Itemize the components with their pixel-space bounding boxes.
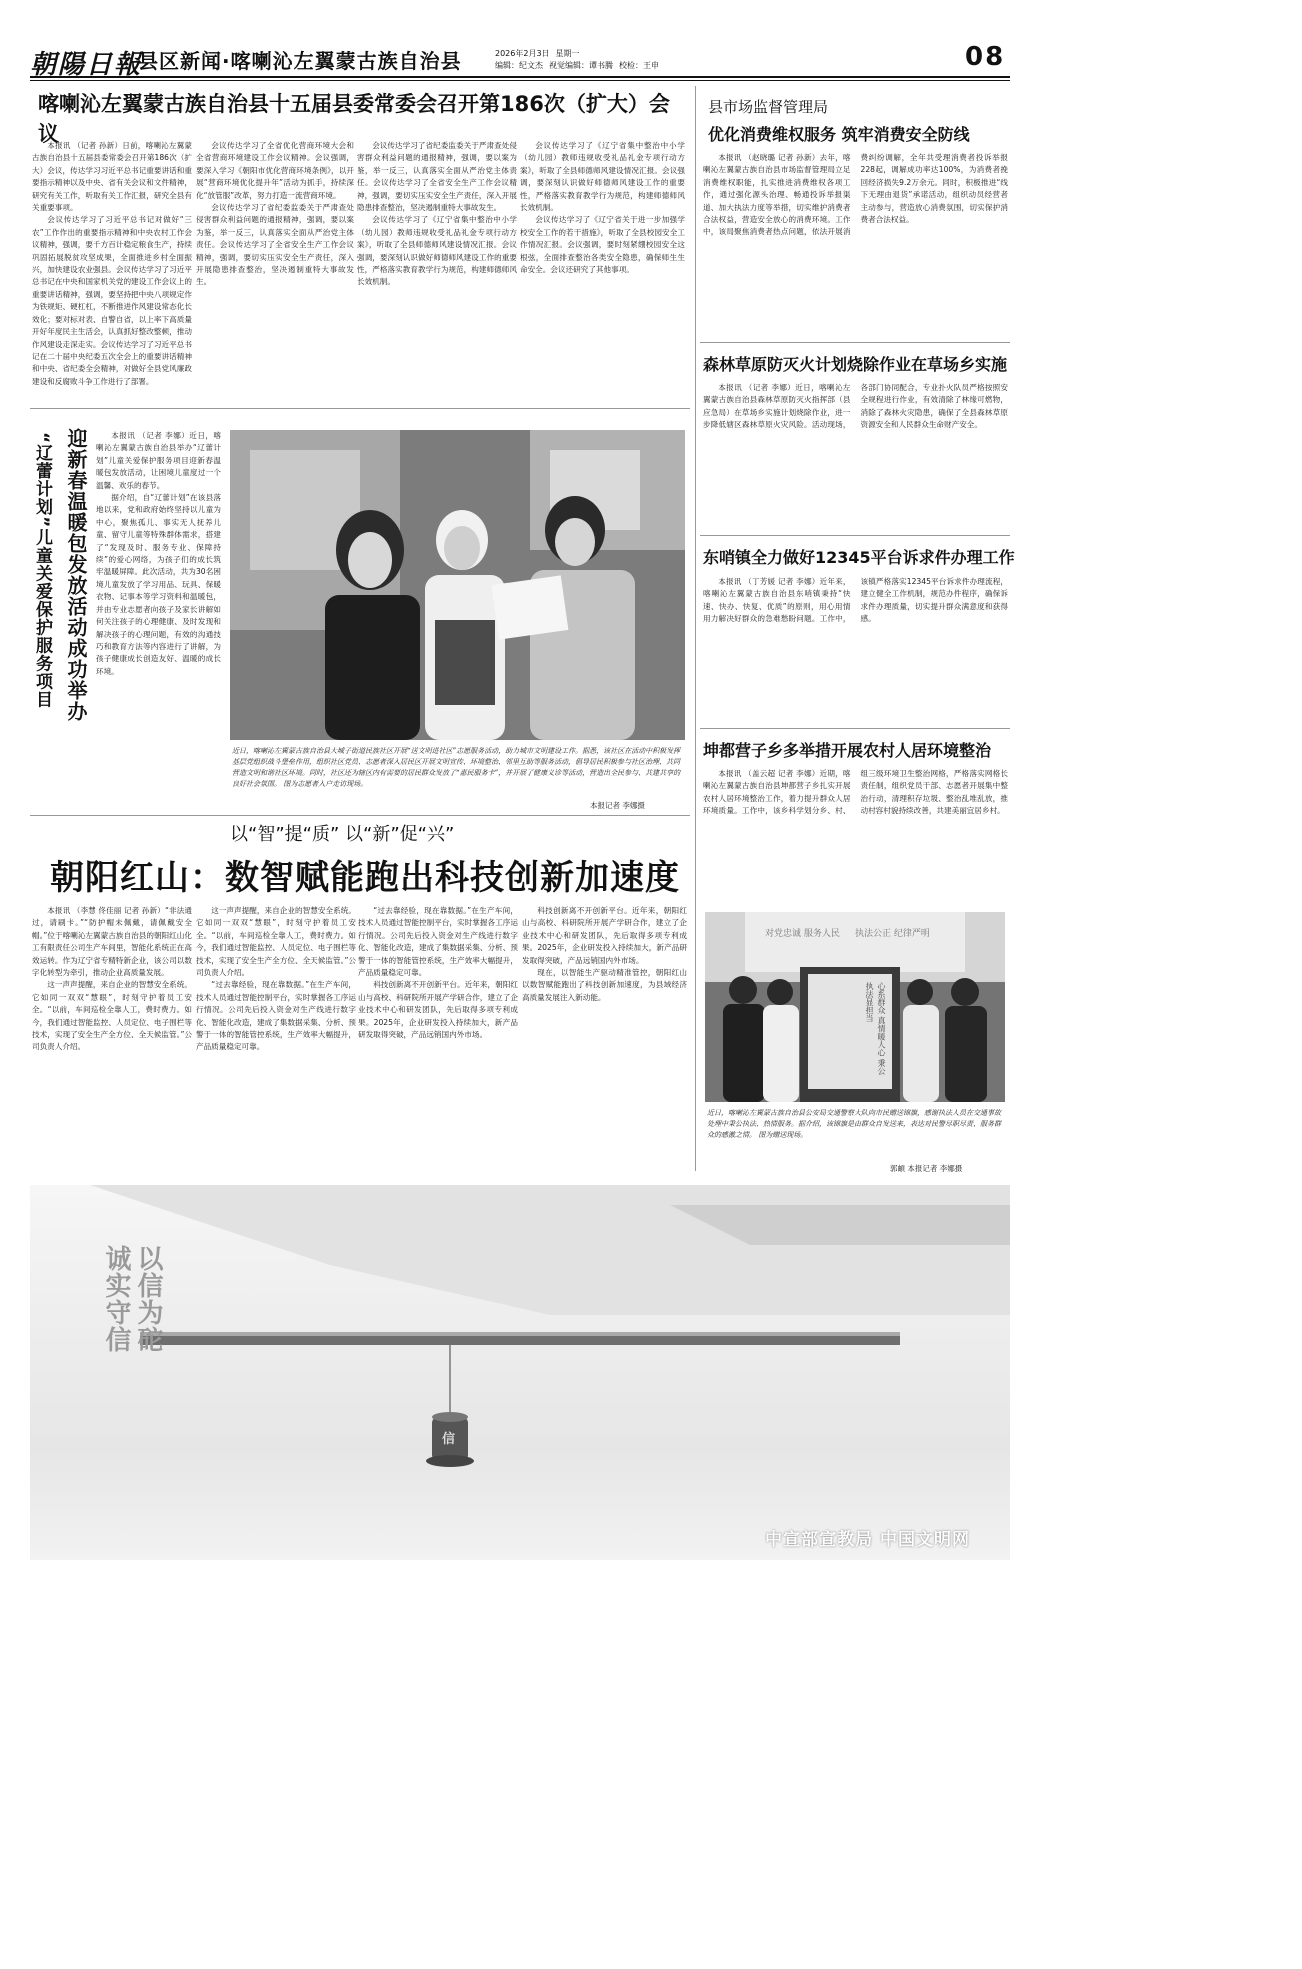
issue-date: 2026年2月3日 (495, 49, 550, 58)
children-subheadline: “辽蕾计划”儿童关爱保护服务项目 (32, 432, 52, 709)
integrity-ad (30, 1185, 1010, 1560)
volunteer-photo-credit: 本报记者 李娜摄 (590, 801, 645, 810)
header-rule (30, 76, 1010, 78)
dongshao-story-paragraph: 本报讯 （丁芳媛 记者 李娜）近年来，喀喇沁左翼蒙古族自治县东哨镇秉持“快速、快办、快复、优质”的原则，用心用情用力解决好群众的急难愁盼问题。工作中，该镇严格落实12345平台诉求件办理流程，建立健全工作机制，规范办件程序，确保诉求件办理质量，切实提升群众满意度和获得感。 (703, 577, 1008, 624)
children-paragraph: 据介绍，自“辽蕾计划”在该县落地以来，党和政府始终坚持以儿童为中心，聚焦孤儿、事实无人抚养儿童、留守儿童等特殊群体需求，搭建了“发现及时、服务专业、保障持续”的爱心网络，为孩子们的成长筑牢温暖屏障。此次活动，共为30名困境儿童发放了学习用品、玩具、保暖衣物、记事本等学习资料和温暖包，并由专业志愿者向孩子及家长讲解如何关注孩子的心理健康、及时发现和解决孩子的心理问题，有效的沟通技巧和教育方法等内容进行了讲解，为孩子健康成长创造友好、温暖的成长环境。 (96, 493, 221, 676)
police-photo-pennant: 心系群众 真情暖人心 秉公执法显担当 (865, 982, 886, 1076)
hongshan-headline: 朝阳红山：数智赋能跑出科技创新加速度 (50, 858, 680, 898)
section-divider (700, 342, 1010, 343)
hongshan-kicker: 以“智”提“质” 以“新”促“兴” (230, 824, 455, 845)
lead-col-2 (196, 140, 354, 402)
integrity-ad-weight-label: 信 (442, 1432, 456, 1447)
children-headline: 迎新春温暖包发放活动成功举办 (64, 428, 88, 722)
market-story-kicker: 县市场监督管理局 (708, 98, 829, 116)
police-photo-banner-right: 执法公正 纪律严明 (855, 929, 930, 939)
dongshao-story-body (703, 576, 1008, 726)
lead-paragraph: 会议传达学习了省纪委监委关于严肃查处侵害群众利益问题的通报精神，强调，要以案为鉴，举一反三，认真落实全面从严治党主体责任。会议传达学习了全省安全生产工作会议精神，强调，要切实压实安全生产责任，深入开展隐患排查整治，坚决遏制重特大事故发生。 (357, 141, 517, 213)
police-photo-caption: 近日，喀喇沁左翼蒙古族自治县公安局交通警察大队向市民赠送锦旗，感谢执法人员在交通事故处理中秉公执法、热情服务。据介绍，该锦旗是由群众自发送来，表达对民警尽职尽责、服务群众的感激之情。 图为赠送现场。 (707, 1109, 1001, 1139)
volunteer-photo (230, 430, 685, 740)
hongshan-col-4 (522, 905, 687, 1177)
lead-paragraph: 会议传达学习了《辽宁省关于进一步加强学校安全工作的若干措施》，听取了全县校园安全工作情况汇报。会议强调，要时刻紧绷校园安全这根弦，全面排查整治各类安全隐患，确保师生生命安全。会议还研究了其他事项。 (520, 215, 685, 275)
hongshan-paragraph: 这一声声提醒，来自企业的智慧安全系统。它如同一双双“慧眼”，时刻守护着员工安全。“以前，车间巡检全靠人工，费时费力。如今，我们通过智能监控、人员定位、电子围栏等技术，实现了安全生产全方位、全天候监管。”公司负责人介绍。 (32, 980, 192, 1052)
section-title: 县区新闻·喀喇沁左翼蒙古族自治县 (138, 49, 462, 73)
issue-weekday: 星期一 (555, 49, 580, 58)
integrity-ad-slogan-1: 诚实守信 (101, 1245, 131, 1353)
kundu-story-paragraph: 本报讯 （盖云超 记者 李娜）近期，喀喇沁左翼蒙古族自治县坤都营子乡扎实开展农村人居环境整治工作，着力提升群众人居环境质量。工作中，该乡科学划分乡、村、组三级环境卫生整治网格，严格落实网格长责任制，组织党员干部、志愿者开展集中整治行动，清理积存垃圾、整治乱堆乱放，推动村容村貌持续改善，共建美丽宜居乡村。 (703, 769, 1008, 816)
kundu-story-headline: 坤都营子乡多举措开展农村人居环境整治 (703, 741, 992, 760)
hongshan-paragraph: “过去靠经验，现在靠数据。”在生产车间，技术人员通过智能控制平台，实时掌握各工序运行情况。公司先后投入资金对生产线进行数字化、智能化改造，建成了集数据采集、分析、预警于一体的智能管控系统，生产效率大幅提升，产品质量稳定可靠。 (196, 980, 356, 1052)
lead-col-4 (520, 140, 685, 402)
hongshan-paragraph: 科技创新离不开创新平台。近年来，朝阳红山与高校、科研院所开展产学研合作，建立了企业技术中心和研发团队，先后取得多项专利成果。2025年，企业研发投入持续加大，新产品研发取得突破，产品远销国内外市场。 (358, 980, 518, 1040)
dongshao-story-headline: 东哨镇全力做好12345平台诉求件办理工作 (703, 548, 1015, 567)
police-photo-credit: 郭頔 本报记者 李娜摄 (890, 1164, 963, 1173)
newspaper-logo: 朝陽日報 (30, 50, 143, 80)
lead-headline: 喀喇沁左翼蒙古族自治县十五届县委常委会召开第186次（扩大）会议 (38, 92, 670, 146)
designer-credit: 视觉编辑：谭书腾 (549, 61, 613, 70)
children-body (96, 430, 221, 800)
market-story-body (703, 152, 1008, 337)
hongshan-paragraph: 现在，以智能生产驱动精准管控，朝阳红山以数智赋能跑出了科技创新加速度，为县域经济高质量发展注入新动能。 (522, 968, 687, 1002)
police-photo-banner-left: 对党忠诚 服务人民 (765, 929, 840, 939)
forest-story-headline: 森林草原防灭火计划烧除作业在草场乡实施 (703, 355, 1008, 374)
masthead (0, 0, 1040, 80)
integrity-ad-scale-illustration (30, 1185, 1010, 1560)
hongshan-col-3 (358, 905, 518, 1177)
hongshan-paragraph: 本报讯 （李慧 佟佳丽 记者 孙新）“非法通过，请刷卡。”“防护帽未佩戴，请佩戴安全帽。”位于喀喇沁左翼蒙古族自治县的朝阳红山化工有限责任公司生产车间里，智能化系统正在高效运转。作为辽宁省专精特新企业，该公司以数字化转型为牵引，推动企业高质量发展。 (32, 906, 192, 978)
lead-paragraph: 会议传达学习了省纪委监委关于严肃查处侵害群众利益问题的通报精神，强调，要以案为鉴，举一反三，认真落实全面从严治党主体责任。会议传达学习了全省安全生产工作会议精神，强调，要切实压实安全生产责任，深入开展隐患排查整治，坚决遏制重特大事故发生。 (196, 203, 354, 287)
lead-paragraph: 会议传达学习了《辽宁省集中整治中小学（幼儿园）教师违规收受礼品礼金专项行动方案》，听取了全县师德师风建设情况汇报。会议强调，要深刻认识做好师德师风建设工作的重要性，严格落实教育教学行为规范，构建师德师风长效机制。 (357, 215, 517, 287)
page-number: 08 (965, 42, 1006, 72)
column-divider (695, 86, 696, 1171)
volunteer-photo-illustration (230, 430, 685, 740)
lead-paragraph: 会议传达学习了《辽宁省集中整治中小学（幼儿园）教师违规收受礼品礼金专项行动方案》，听取了全县师德师风建设情况汇报。会议强调，要深刻认识做好师德师风建设工作的重要性，严格落实教育教学行为规范，构建师德师风长效机制。 (520, 141, 685, 213)
integrity-ad-footer: 中宣部宣教局 中国文明网 (765, 1530, 970, 1550)
section-divider (700, 728, 1010, 729)
lead-paragraph: 会议传达学习了习近平总书记对做好“三农”工作作出的重要指示精神和中央农村工作会议精神，强调，要千方百计稳定粮食生产，持续巩固拓展脱贫攻坚成果，全面推进乡村全面振兴，加快建设农业强县。会议传达学习了习近平总书记在中央和国家机关党的建设工作会议上的重要讲话精神，强调，要坚持把中央八项规定作为铁规矩、硬杠杠，不断推进作风建设常态化长效化；要对标对表、自警自省，以上率下高质量开好年度民主生活会，认真抓好整改整顿，推动作风建设走深走实。会议传达学习了习近平总书记在二十届中央纪委五次全会上的重要讲话精神和中央、省纪委全会精神，对做好全县党风廉政建设和反腐败斗争工作进行了部署。 (32, 215, 192, 386)
hongshan-paragraph: 科技创新离不开创新平台。近年来，朝阳红山与高校、科研院所开展产学研合作，建立了企业技术中心和研发团队，先后取得多项专利成果。2025年，企业研发投入持续加大，新产品研发取得突破，产品远销国内外市场。 (522, 906, 687, 965)
section-divider (30, 408, 690, 409)
integrity-ad-slogan-2: 以信为砣 (133, 1245, 163, 1353)
market-story-paragraph: 本报讯 （赵晓璐 记者 孙新）去年，喀喇沁左翼蒙古族自治县市场监督管理局立足消费维权职能，扎实推进消费维权各项工作，通过强化源头治理、畅通投诉举报渠道、加大执法力度等举措，切实维护消费者合法权益，营造安全放心的消费环境。工作中，该局聚焦消费者热点问题，依法开展消费纠纷调解，全年共受理消费者投诉举报228起，调解成功率达100%，为消费者挽回经济损失9.2万余元。同时，积极推进“线下无理由退货”承诺活动，组织动员经营者主动参与，营造放心消费氛围，切实保护消费者合法权益。 (703, 153, 1008, 237)
lead-col-3 (357, 140, 517, 402)
hongshan-col-1 (32, 905, 192, 1177)
forest-story-paragraph: 本报讯 （记者 李娜）近日，喀喇沁左翼蒙古族自治县森林草原防灭火指挥部（县应急局）在草场乡实施计划烧除作业，进一步降低辖区森林草原火灾风险。活动现场，各部门协同配合，专业扑火队员严格按照安全规程进行作业，有效清除了林缘可燃物，消除了森林火灾隐患，确保了全县森林草原资源安全和人民群众生命财产安全。 (703, 383, 1008, 430)
editor-credit: 编辑：纪文杰 (495, 61, 543, 70)
hongshan-paragraph: 这一声声提醒，来自企业的智慧安全系统。它如同一双双“慧眼”，时刻守护着员工安全。“以前，车间巡检全靠人工，费时费力。如今，我们通过智能监控、人员定位、电子围栏等技术，实现了安全生产全方位、全天候监管。”公司负责人介绍。 (196, 906, 356, 978)
hongshan-paragraph: “过去靠经验，现在靠数据。”在生产车间，技术人员通过智能控制平台，实时掌握各工序运行情况。公司先后投入资金对生产线进行数字化、智能化改造，建成了集数据采集、分析、预警于一体的智能管控系统，生产效率大幅提升，产品质量稳定可靠。 (358, 906, 518, 978)
section-divider (700, 535, 1010, 536)
kundu-story-body (703, 768, 1008, 908)
market-story-headline: 优化消费维权服务 筑牢消费安全防线 (708, 125, 970, 144)
forest-story-body (703, 382, 1008, 532)
header-meta (495, 48, 665, 72)
volunteer-photo-caption: 近日，喀喇沁左翼蒙古族自治县大城子街道民族社区开展“送文明进社区”志愿服务活动，助力城市文明建设工作。据悉，该社区在活动中积极发挥基层党组织战斗堡垒作用，组织社区党员、志愿者深入居民区开展文明宣传、环境整治、邻里互助等服务活动，倡导居民积极参与社区治理、共同营造文明和谐社区环境。同时，社区还为辖区内有需要的居民群众发放了“惠民服务卡”，并开展了健康义诊等活动，营造出全民参与、共建共享的良好社会氛围。 图为志愿者入户走访现场。 (232, 747, 681, 788)
hongshan-col-2 (196, 905, 356, 1177)
section-divider (30, 815, 690, 816)
lead-col-1 (32, 140, 192, 402)
police-photo (705, 912, 1005, 1102)
header-rule-thin (30, 80, 1010, 81)
lead-paragraph: 本报讯 （记者 孙新）日前，喀喇沁左翼蒙古族自治县十五届县委常委会召开第186次（扩大）会议，传达学习习近平总书记重要讲话和重要指示精神以及中央、省有关会议和文件精神，研究有关工作，听取有关工作汇报，研究全县有关重要事项。 (32, 141, 192, 213)
proof-credit: 校检：王申 (619, 61, 659, 70)
children-paragraph: 本报讯 （记者 李娜）近日，喀喇沁左翼蒙古族自治县举办“辽蕾计划”儿童关爱保护服务项目迎新春温暖包发放活动，让困境儿童度过一个温馨、欢乐的春节。 (96, 431, 221, 490)
lead-paragraph: 会议传达学习了全省优化营商环境大会和全省营商环境建设工作会议精神。会议强调，要深入学习《朝阳市优化营商环境条例》，以开展“营商环境优化提升年”活动为抓手，持续深化“放管服”改革，努力打造一流营商环境。 (196, 141, 354, 200)
